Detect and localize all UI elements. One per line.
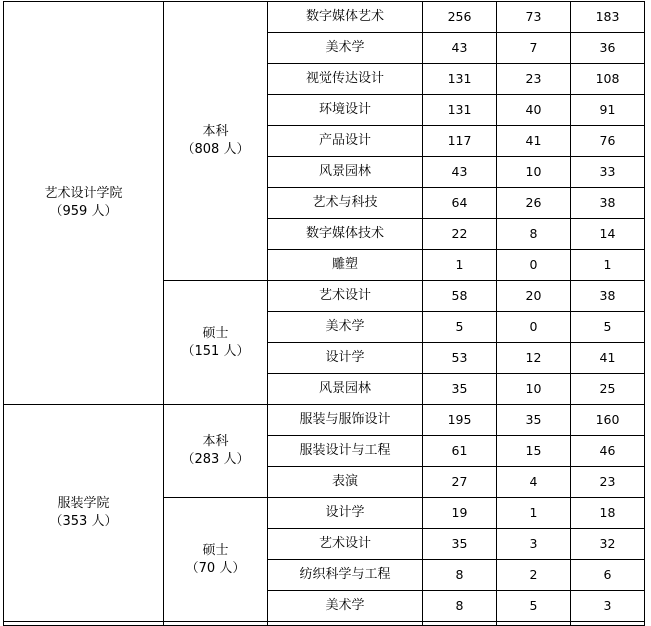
major-name: 服装与服饰设计 bbox=[268, 405, 423, 436]
degree-cell bbox=[164, 281, 268, 405]
male-count: 35 bbox=[497, 405, 571, 436]
degree-count: （151 人） bbox=[181, 343, 250, 359]
major-name: 设计学 bbox=[268, 498, 423, 529]
total-count: 58 bbox=[423, 281, 497, 312]
total-count: 27 bbox=[423, 467, 497, 498]
female-count: 14 bbox=[571, 219, 645, 250]
degree-label: 本科 bbox=[202, 434, 229, 449]
degree-cell bbox=[164, 405, 268, 498]
degree-count: （283 人） bbox=[181, 452, 250, 467]
male-count: 4 bbox=[497, 467, 571, 498]
female-count: 108 bbox=[571, 64, 645, 95]
major-name: 数字媒体艺术 bbox=[268, 2, 423, 33]
total-count: 131 bbox=[423, 95, 497, 126]
female-count: 3 bbox=[571, 591, 645, 622]
major-name: 视觉传达设计 bbox=[268, 64, 423, 95]
male-count: 23 bbox=[497, 64, 571, 95]
degree-cell bbox=[164, 2, 268, 281]
female-count: 1 bbox=[571, 250, 645, 281]
college-cell bbox=[4, 2, 164, 405]
male-count: 41 bbox=[497, 126, 571, 157]
male-count: 8 bbox=[497, 219, 571, 250]
female-count: 183 bbox=[571, 2, 645, 33]
empty-cell bbox=[497, 622, 571, 626]
degree-count: （808 人） bbox=[181, 142, 250, 157]
male-count: 0 bbox=[497, 312, 571, 343]
total-count: 256 bbox=[423, 2, 497, 33]
total-count: 35 bbox=[423, 374, 497, 405]
major-name: 雕塑 bbox=[268, 250, 423, 281]
female-count: 38 bbox=[571, 188, 645, 219]
female-count: 46 bbox=[571, 436, 645, 467]
female-count: 33 bbox=[571, 157, 645, 188]
empty-cell bbox=[268, 622, 423, 626]
total-count: 195 bbox=[423, 405, 497, 436]
total-count: 53 bbox=[423, 343, 497, 374]
total-count: 64 bbox=[423, 188, 497, 219]
male-count: 1 bbox=[497, 498, 571, 529]
male-count: 40 bbox=[497, 95, 571, 126]
empty-cell bbox=[4, 622, 164, 626]
male-count: 12 bbox=[497, 343, 571, 374]
male-count: 0 bbox=[497, 250, 571, 281]
total-count: 5 bbox=[423, 312, 497, 343]
major-name: 艺术设计 bbox=[268, 281, 423, 312]
male-count: 7 bbox=[497, 33, 571, 64]
male-count: 2 bbox=[497, 560, 571, 591]
total-count: 117 bbox=[423, 126, 497, 157]
male-count: 10 bbox=[497, 374, 571, 405]
college-cell bbox=[4, 405, 164, 622]
major-name: 表演 bbox=[268, 467, 423, 498]
male-count: 15 bbox=[497, 436, 571, 467]
total-count: 43 bbox=[423, 33, 497, 64]
male-count: 26 bbox=[497, 188, 571, 219]
female-count: 41 bbox=[571, 343, 645, 374]
degree-cell bbox=[164, 498, 268, 622]
college-total: （353 人） bbox=[49, 514, 118, 529]
male-count: 20 bbox=[497, 281, 571, 312]
female-count: 160 bbox=[571, 405, 645, 436]
table-row bbox=[4, 2, 645, 33]
major-name: 数字媒体技术 bbox=[268, 219, 423, 250]
female-count: 76 bbox=[571, 126, 645, 157]
degree-count: （70 人） bbox=[185, 560, 246, 576]
major-name: 设计学 bbox=[268, 343, 423, 374]
male-count: 3 bbox=[497, 529, 571, 560]
total-count: 131 bbox=[423, 64, 497, 95]
major-name: 产品设计 bbox=[268, 126, 423, 157]
major-name: 服装设计与工程 bbox=[268, 436, 423, 467]
female-count: 91 bbox=[571, 95, 645, 126]
female-count: 23 bbox=[571, 467, 645, 498]
total-count: 8 bbox=[423, 591, 497, 622]
total-count: 35 bbox=[423, 529, 497, 560]
table-body bbox=[4, 2, 645, 626]
female-count: 32 bbox=[571, 529, 645, 560]
table-row bbox=[4, 405, 645, 436]
major-name: 美术学 bbox=[268, 312, 423, 343]
total-count: 1 bbox=[423, 250, 497, 281]
major-name: 风景园林 bbox=[268, 157, 423, 188]
male-count: 10 bbox=[497, 157, 571, 188]
male-count: 5 bbox=[497, 591, 571, 622]
major-name: 风景园林 bbox=[268, 374, 423, 405]
table-row-cut bbox=[4, 622, 645, 626]
degree-label: 硕士 bbox=[202, 325, 229, 341]
major-name: 美术学 bbox=[268, 591, 423, 622]
major-name: 艺术与科技 bbox=[268, 188, 423, 219]
female-count: 38 bbox=[571, 281, 645, 312]
college-name: 艺术设计学院 bbox=[44, 186, 123, 201]
female-count: 36 bbox=[571, 33, 645, 64]
enrollment-table bbox=[3, 1, 645, 626]
college-name: 服装学院 bbox=[57, 496, 110, 511]
female-count: 25 bbox=[571, 374, 645, 405]
degree-label: 硕士 bbox=[202, 542, 229, 558]
empty-cell bbox=[423, 622, 497, 626]
female-count: 5 bbox=[571, 312, 645, 343]
major-name: 艺术设计 bbox=[268, 529, 423, 560]
college-total: （959 人） bbox=[49, 204, 118, 219]
male-count: 73 bbox=[497, 2, 571, 33]
major-name: 美术学 bbox=[268, 33, 423, 64]
empty-cell bbox=[164, 622, 268, 626]
major-name: 环境设计 bbox=[268, 95, 423, 126]
total-count: 43 bbox=[423, 157, 497, 188]
total-count: 8 bbox=[423, 560, 497, 591]
total-count: 61 bbox=[423, 436, 497, 467]
major-name: 纺织科学与工程 bbox=[268, 560, 423, 591]
degree-label: 本科 bbox=[202, 124, 229, 139]
female-count: 18 bbox=[571, 498, 645, 529]
total-count: 22 bbox=[423, 219, 497, 250]
empty-cell bbox=[571, 622, 645, 626]
total-count: 19 bbox=[423, 498, 497, 529]
female-count: 6 bbox=[571, 560, 645, 591]
